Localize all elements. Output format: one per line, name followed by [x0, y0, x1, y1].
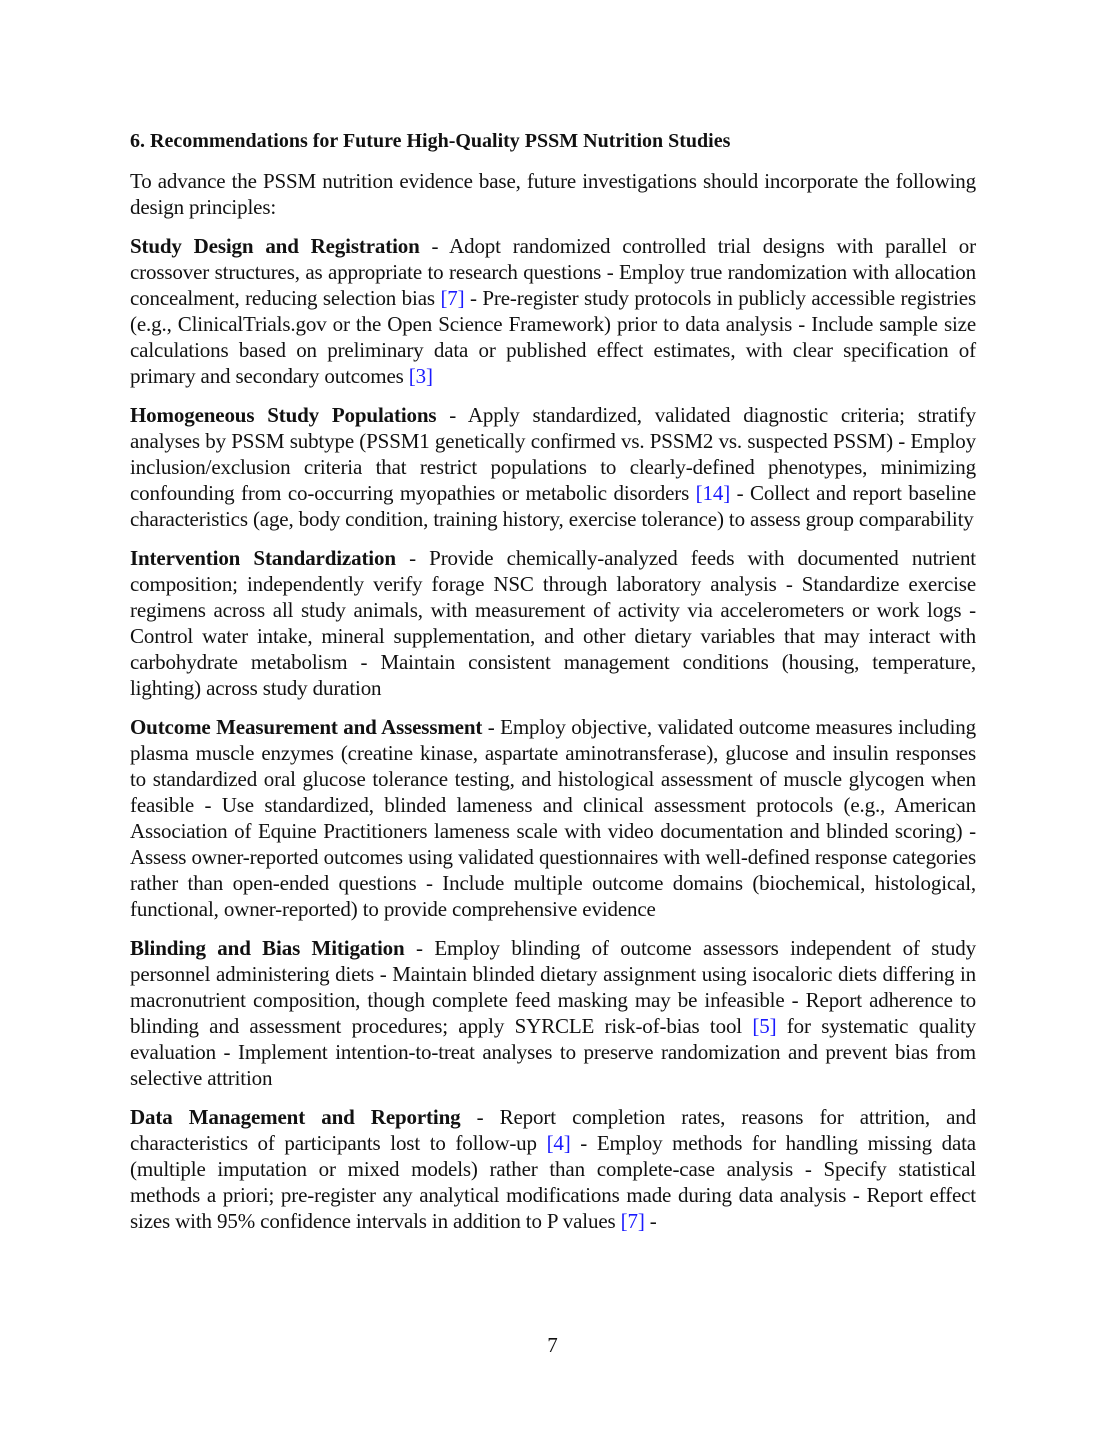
section-heading: 6. Recommendations for Future High-Quality PSSM Nutrition Studies: [130, 130, 731, 152]
paragraph-text: - Employ objective, validated outcome measures including plasma muscle enzymes (creatine kinase, aspartate aminotransferase), glucose and insulin responses to standardized oral glucose tolerance testing, and histological assessment of muscle glycogen when feasible - Use standardized, blinded lameness and clinical assessment protocols (e.g., American Association of Equine Practitioners lameness scale with video documentation and blinded scoring) - Assess owner-reported outcomes using validated questionnaires with well-defined response categories rather than open-ended questions - Include multiple outcome domains (biochemical, histological, functional, owner-reported) to provide comprehensive evidence: [130, 715, 976, 921]
paragraph-lead: Homogeneous Study Populations: [130, 403, 437, 427]
paragraph-lead: Outcome Measurement and Assessment: [130, 715, 483, 739]
paragraph-text: - Employ methods for handling missing data (multiple imputation or mixed models) rather than complete-case analysis - Specify statistical methods a priori; pre-register any analytical modifications made during data analysis - Report effect sizes with 95% confidence intervals in addition to P values: [130, 1131, 976, 1233]
paragraph-lead: Intervention Standardization: [130, 546, 396, 570]
paragraph-outcome-measurement: [130, 714, 976, 922]
paragraph-populations: [130, 402, 976, 532]
paragraph-lead: Study Design and Registration: [130, 234, 420, 258]
paragraph-text: - Apply standardized, validated diagnostic criteria; stratify analyses by PSSM subtype (PSSM1 genetically confirmed vs. PSSM2 vs. suspected PSSM) - Employ inclusion/exclusion criteria that restrict populations to clearly-defined phenotypes, minimizing confounding from co-occurring myopathies or metabolic disorders: [130, 403, 976, 505]
intro-paragraph: To advance the PSSM nutrition evidence base, future investigations should incorporate the following design principles:: [130, 169, 976, 219]
paragraph-intervention: [130, 545, 976, 701]
citation-link[interactable]: [14]: [695, 481, 731, 505]
citation-link[interactable]: [7]: [620, 1209, 645, 1233]
paragraph-text: - Employ blinding of outcome assessors independent of study personnel administering diets - Maintain blinded dietary assignment using isocaloric diets differing in macronutrient composition, though complete feed masking may be infeasible - Report adherence to blinding and assessment procedures; apply SYRCLE risk-of-bias tool: [130, 936, 976, 1038]
page-body: [130, 128, 976, 1247]
paragraph-text: -: [644, 1209, 657, 1233]
citation-link[interactable]: [4]: [546, 1131, 571, 1155]
paragraph-text: - Collect and report baseline characteristics (age, body condition, training history, exercise tolerance) to assess group comparability: [130, 481, 976, 531]
paragraph-lead: Data Management and Reporting: [130, 1105, 461, 1129]
paragraph-text: - Provide chemically-analyzed feeds with documented nutrient composition; independently verify forage NSC through laboratory analysis - Standardize exercise regimens across all study animals, with measurement of activity via accelerometers or work logs - Control water intake, mineral supplementation, and other dietary variables that may interact with carbohydrate metabolism - Maintain consistent management conditions (housing, temperature, lighting) across study duration: [130, 546, 976, 700]
paragraph-blinding: [130, 935, 976, 1091]
citation-link[interactable]: [3]: [408, 364, 433, 388]
paragraph-text: - Pre-register study protocols in publicly accessible registries (e.g., ClinicalTrials.gov or the Open Science Framework) prior to data analysis - Include sample size calculations based on preliminary data or published effect estimates, with clear specification of primary and secondary outcomes: [130, 286, 976, 388]
paragraph-data-management: [130, 1104, 976, 1234]
paragraph-lead: Blinding and Bias Mitigation: [130, 936, 405, 960]
paragraph-text: - Adopt randomized controlled trial designs with parallel or crossover structures, as appropriate to research questions - Employ true randomization with allocation concealment, reducing selection bias: [130, 234, 976, 310]
paragraph-study-design: [130, 233, 976, 389]
citation-link[interactable]: [7]: [440, 286, 465, 310]
citation-link[interactable]: [5]: [752, 1014, 777, 1038]
paragraph-text: for systematic quality evaluation - Implement intention-to-treat analyses to preserve randomization and prevent bias from selective attrition: [130, 1014, 976, 1090]
page-number: 7: [547, 1333, 558, 1357]
paragraph-text: - Report completion rates, reasons for attrition, and characteristics of participants lost to follow-up: [130, 1105, 976, 1155]
